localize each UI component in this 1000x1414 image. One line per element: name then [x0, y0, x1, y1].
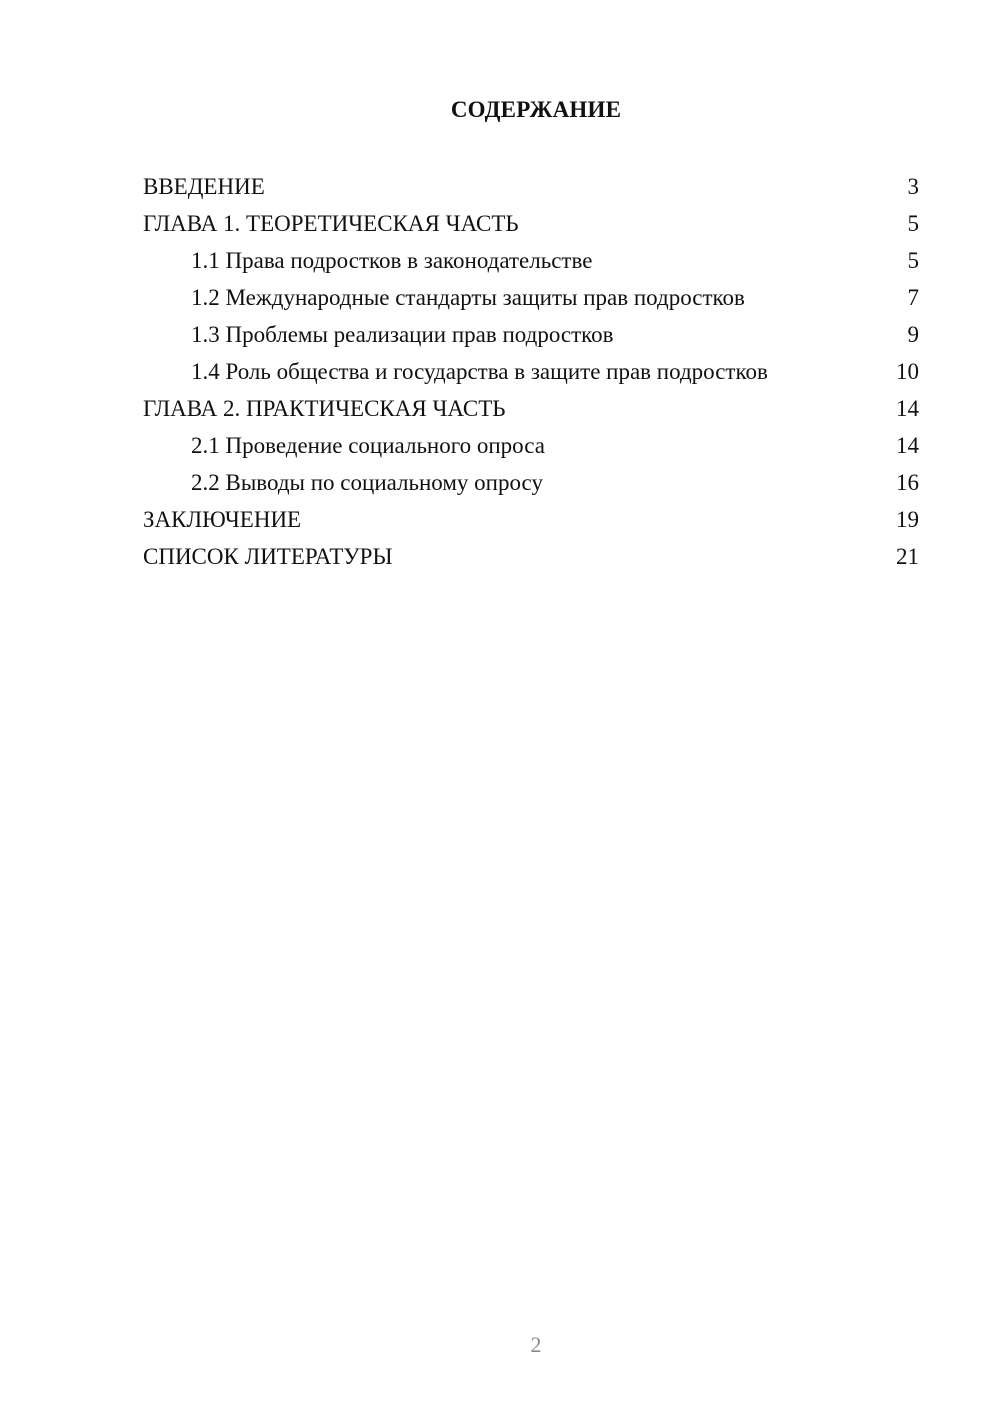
- toc-entry-text: ГЛАВА 2. ПРАКТИЧЕСКАЯ ЧАСТЬ: [143, 396, 506, 421]
- toc-entry-page: 19: [896, 507, 919, 532]
- toc-entry-section-2-1[interactable]: [143, 427, 919, 464]
- toc-entry-section-2-2[interactable]: [143, 464, 919, 501]
- toc-entry-text: СПИСОК ЛИТЕРАТУРЫ: [143, 544, 393, 569]
- toc-entry-section-1-1[interactable]: [143, 242, 919, 279]
- toc-entry-conclusion[interactable]: [143, 501, 919, 538]
- toc-entry-page: 5: [907, 248, 919, 273]
- page-number: 2: [530, 1332, 542, 1357]
- toc-entry-text: 2.1 Проведение социального опроса: [191, 433, 545, 458]
- toc-title: СОДЕРЖАНИЕ: [450, 97, 622, 122]
- toc-entry-page: 5: [907, 211, 919, 236]
- toc-entry-text: 1.2 Международные стандарты защиты прав подростков: [191, 285, 745, 310]
- toc-entry-page: 21: [896, 544, 919, 569]
- toc-entry-page: 14: [896, 396, 919, 421]
- toc-entry-page: 10: [896, 359, 919, 384]
- toc-entry-section-1-2[interactable]: [143, 279, 919, 316]
- toc-entry-section-1-3[interactable]: [143, 316, 919, 353]
- toc-entry-text: ГЛАВА 1. ТЕОРЕТИЧЕСКАЯ ЧАСТЬ: [143, 211, 519, 236]
- toc-entry-page: 3: [907, 174, 919, 199]
- toc-entry-chapter-2[interactable]: [143, 390, 919, 427]
- table-of-contents: [143, 168, 919, 575]
- toc-entry-page: 9: [907, 322, 919, 347]
- toc-entry-section-1-4[interactable]: [143, 353, 919, 390]
- toc-entry-text: 2.2 Выводы по социальному опросу: [191, 470, 543, 495]
- toc-entry-text: 1.4 Роль общества и государства в защите прав подростков: [191, 359, 768, 384]
- toc-entry-introduction[interactable]: [143, 168, 919, 205]
- toc-entry-text: ВВЕДЕНИЕ: [143, 174, 265, 199]
- toc-entry-text: 1.1 Права подростков в законодательстве: [191, 248, 593, 273]
- toc-entry-page: 16: [896, 470, 919, 495]
- toc-entry-chapter-1[interactable]: [143, 205, 919, 242]
- toc-entry-page: 7: [907, 285, 919, 310]
- toc-entry-page: 14: [896, 433, 919, 458]
- toc-entry-text: ЗАКЛЮЧЕНИЕ: [143, 507, 302, 532]
- toc-entry-text: 1.3 Проблемы реализации прав подростков: [191, 322, 614, 347]
- toc-entry-references[interactable]: [143, 538, 919, 575]
